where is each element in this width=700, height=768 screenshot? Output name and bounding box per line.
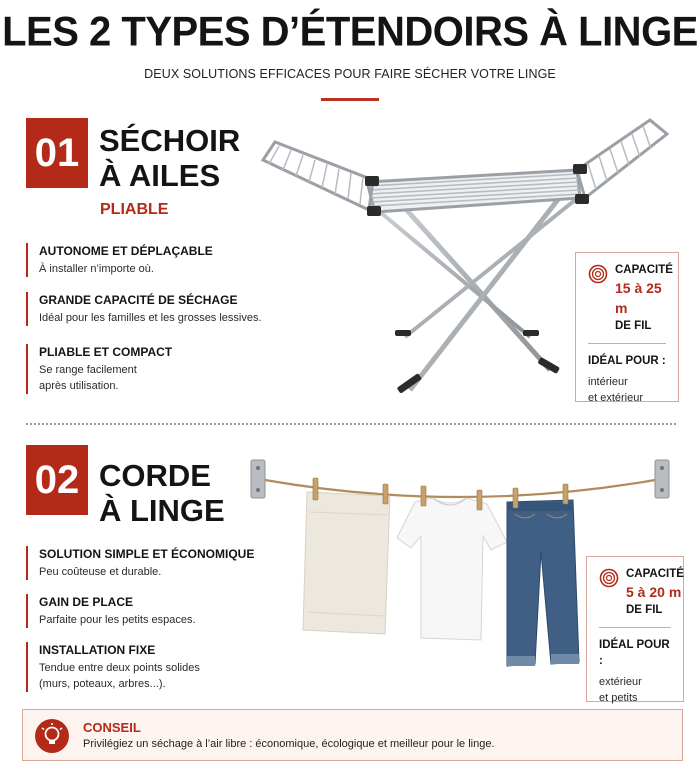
section-number-badge [26,445,88,515]
feature-description: Se range facilement [39,364,137,376]
section-title-line: SÉCHOIR [99,123,241,158]
capacity-text [615,263,673,334]
capacity-unit: DE FIL [615,320,652,332]
feature-description: Tendue entre deux points solides [39,662,200,674]
page-subtitle: DEUX SOLUTIONS EFFICACES POUR FAIRE SÉCHER VOTRE LINGE [144,67,556,81]
section-title-line: À LINGE [99,493,225,528]
feature-item [26,292,262,326]
feature-title: INSTALLATION FIXE [39,643,156,657]
tip-box [22,709,683,761]
section-title-line: À AILES [99,158,221,193]
feature-item [26,642,200,692]
capacity-range: 5 à 20 m [626,584,682,600]
tip-text: Privilégiez un séchage à l’air libre : économique, écologique et meilleur pour le linge. [83,738,495,750]
section-number-badge [26,118,88,188]
feature-description: Parfaite pour les petits espaces. [39,614,196,626]
capacity-label: CAPACITÉ [615,264,673,276]
feature-description: Idéal pour les familles et les grosses lessives. [39,312,262,324]
section-number: 01 [34,130,80,175]
capacity-info-box [586,556,684,702]
section-divider [26,423,676,425]
ideal-line: et extérieur [588,392,644,404]
capacity-text [626,567,684,618]
feature-title: PLIABLE ET COMPACT [39,345,173,359]
feature-item [26,546,254,580]
capacity-unit: DE FIL [626,604,663,616]
feature-item [26,344,172,394]
feature-description: après utilisation. [39,380,119,392]
lightbulb-icon-badge [35,719,69,753]
capacity-info-box [575,252,679,402]
info-divider [588,343,666,344]
coil-icon [599,568,619,588]
ideal-text [588,374,666,406]
ideal-label: IDÉAL POUR : [599,639,670,667]
coil-icon [588,264,608,284]
title-underline [321,98,379,101]
feature-description: (murs, poteaux, arbres...). [39,678,166,690]
feature-item [26,243,213,277]
section-number: 02 [34,457,80,502]
section-title [99,123,240,193]
capacity-label: CAPACITÉ [626,568,684,580]
ideal-line: intérieur [588,376,628,388]
ideal-label: IDÉAL POUR : [588,355,666,367]
feature-title: AUTONOME ET DÉPLAÇABLE [39,244,213,258]
feature-description: À installer n’importe où. [39,263,154,275]
feature-title: SOLUTION SIMPLE ET ÉCONOMIQUE [39,547,255,561]
ideal-line: et petits [599,692,638,704]
feature-description: Peu coûteuse et durable. [39,566,162,578]
lightbulb-icon [35,719,69,753]
tip-title: CONSEIL [83,720,141,735]
feature-item [26,594,196,628]
capacity-range: 15 à 25 m [615,280,662,316]
section-title [99,458,225,528]
page-title: LES 2 TYPES D’ÉTENDOIRS À LINGE [2,8,698,56]
feature-title: GAIN DE PLACE [39,595,134,609]
info-divider [599,627,671,628]
feature-title: GRANDE CAPACITÉ DE SÉCHAGE [39,293,238,307]
section-subtitle: PLIABLE [100,201,169,218]
ideal-line: extérieur [599,676,642,688]
section-title-line: CORDE [99,458,211,493]
